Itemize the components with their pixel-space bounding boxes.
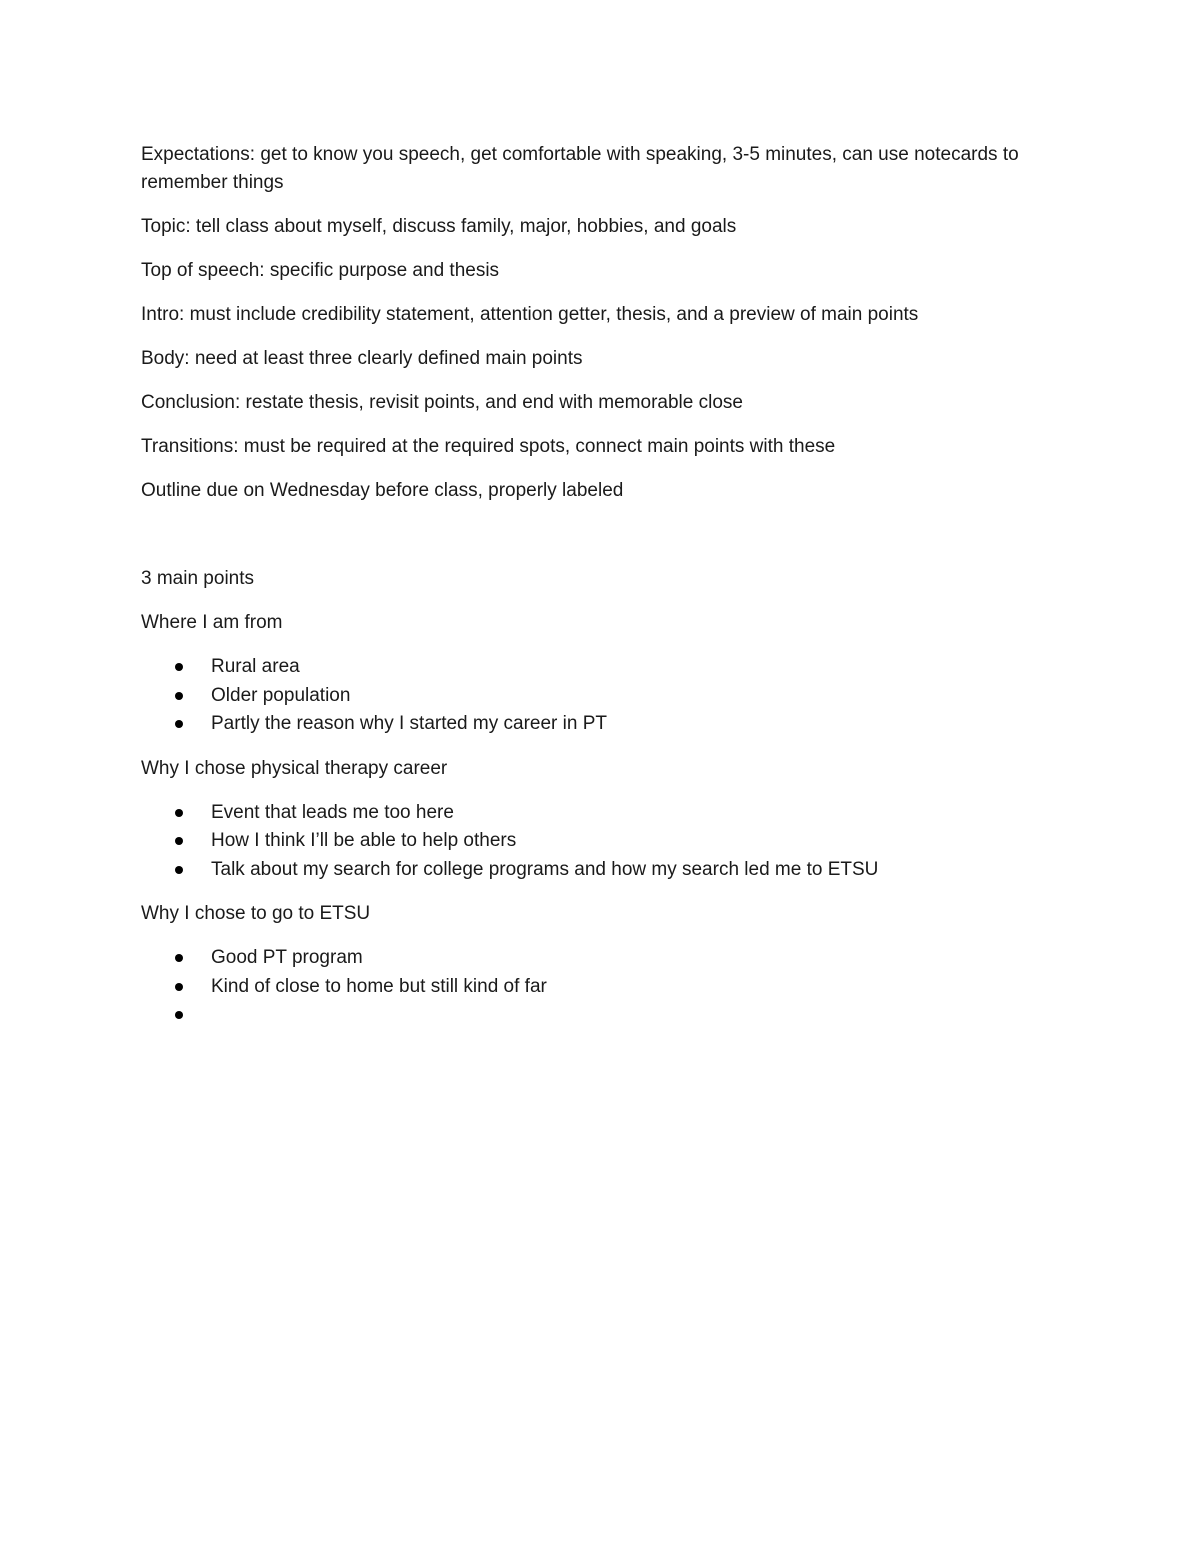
list-item	[141, 1001, 1061, 1029]
transitions-paragraph: Transitions: must be required at the required spots, connect main points with these	[141, 436, 836, 457]
list-item-text: Kind of close to home but still kind of far	[211, 975, 547, 997]
expectations-paragraph: Expectations: get to know you speech, get comfortable with speaking, 3-5 minutes, can use notecards to remember things	[141, 144, 1019, 193]
body-paragraph: Body: need at least three clearly defined main points	[141, 348, 583, 369]
list-item-text: Partly the reason why I started my career in PT	[211, 713, 607, 734]
list-item	[141, 856, 1061, 885]
document-page	[141, 141, 1061, 1045]
bullet-icon	[175, 663, 183, 671]
list-item	[141, 973, 1061, 1002]
bullet-icon	[175, 720, 183, 728]
list-item	[141, 944, 1061, 973]
list-item	[141, 827, 1061, 856]
list-item-text: How I think I’ll be able to help others	[211, 830, 517, 851]
list-item	[141, 710, 1061, 739]
list-item-text: Good PT program	[211, 947, 363, 968]
bullet-icon	[175, 954, 183, 962]
intro-paragraph: Intro: must include credibility statement, attention getter, thesis, and a preview of main points	[141, 304, 919, 325]
list-item-text: Event that leads me too here	[211, 801, 454, 823]
section-heading-why-etsu: Why I chose to go to ETSU	[141, 903, 371, 924]
list-item	[141, 682, 1061, 711]
bullet-icon	[175, 1011, 183, 1019]
list-item-text: Rural area	[211, 656, 300, 677]
section-heading-where-from: Where I am from	[141, 612, 283, 633]
bullet-icon	[175, 866, 183, 874]
top-of-speech-paragraph: Top of speech: specific purpose and thesis	[141, 260, 500, 281]
list-item	[141, 799, 1061, 828]
bullet-icon	[175, 983, 183, 991]
list-item-text: Older population	[211, 684, 351, 706]
outline-due-paragraph: Outline due on Wednesday before class, properly labeled	[141, 480, 624, 501]
bullet-icon	[175, 837, 183, 845]
bullet-icon	[175, 809, 183, 817]
topic-paragraph: Topic: tell class about myself, discuss family, major, hobbies, and goals	[141, 216, 737, 237]
bullet-list-why-etsu	[141, 944, 1061, 1029]
list-item-text: Talk about my search for college programs and how my search led me to ETSU	[211, 858, 879, 880]
bullet-icon	[175, 692, 183, 700]
bullet-list-why-pt	[141, 799, 1061, 885]
section-heading-why-pt: Why I chose physical therapy career	[141, 757, 448, 779]
main-points-heading: 3 main points	[141, 568, 255, 589]
blank-line	[141, 521, 1061, 565]
bullet-list-where-from	[141, 653, 1061, 739]
conclusion-paragraph: Conclusion: restate thesis, revisit points, and end with memorable close	[141, 392, 743, 413]
list-item	[141, 653, 1061, 682]
